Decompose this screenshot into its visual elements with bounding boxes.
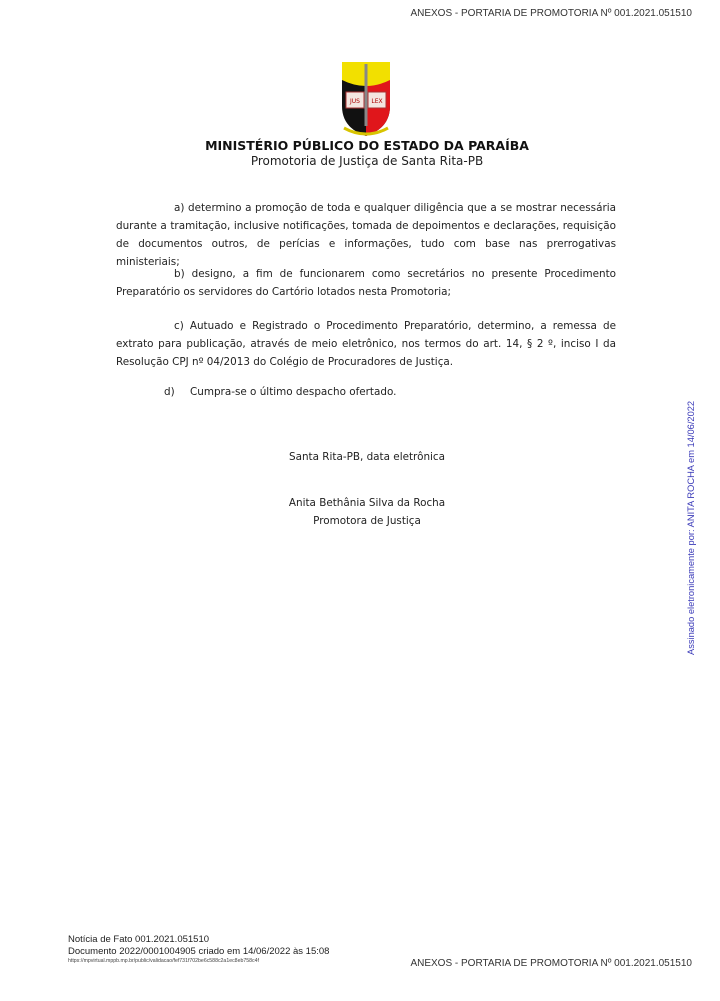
- item-d-text: Cumpra-se o último despacho ofertado.: [190, 386, 397, 398]
- item-d-marker: d): [164, 386, 175, 398]
- paragraph-a: [116, 199, 616, 271]
- footer-document-info: Documento 2022/0001004905 criado em 14/06/2022 às 15:08: [68, 945, 330, 957]
- footer-annex: ANEXOS - PORTARIA DE PROMOTORIA Nº 001.2021.051510: [410, 958, 692, 969]
- header-annex: ANEXOS - PORTARIA DE PROMOTORIA Nº 001.2021.051510: [410, 8, 692, 19]
- paragraph-a-text: a) determino a promoção de toda e qualquer diligência que a se mostrar necessária durante a tramitação, inclusive notificações, tomada de depoimentos e declarações, requisição de documentos outros, de perícias e informações, tudo com base nas prerrogativas ministeriais;: [116, 202, 616, 268]
- electronic-signature-stamp: Assinado eletronicamente por: ANITA ROCHA em 14/06/2022: [686, 400, 696, 655]
- signer-role: Promotora de Justiça: [313, 515, 421, 527]
- footer-validation-url[interactable]: https://mpvirtual.mppb.mp.br/public/validacao/fef731f702be6c588c2a1ec8eb758c4f: [68, 958, 259, 964]
- paragraph-c: [116, 317, 616, 371]
- institution-title: MINISTÉRIO PÚBLICO DO ESTADO DA PARAÍBA: [205, 138, 529, 153]
- footer-case-number: Notícia de Fato 001.2021.051510: [68, 934, 210, 945]
- signer-name: Anita Bethânia Silva da Rocha: [288, 497, 446, 509]
- svg-text:LEX: LEX: [371, 98, 383, 105]
- institution-subtitle: Promotoria de Justiça de Santa Rita-PB: [250, 154, 484, 168]
- svg-text:JUS: JUS: [350, 98, 360, 105]
- coat-of-arms-logo: [338, 58, 394, 138]
- paragraph-b: [116, 265, 616, 301]
- footer-info: [68, 934, 329, 966]
- paragraph-b-text: b) designo, a fim de funcionarem como secretários no presente Procedimento Preparatório os servidores do Cartório lotados nesta Promotoria;: [116, 268, 616, 298]
- paragraph-c-text: c) Autuado e Registrado o Procedimento Preparatório, determino, a remessa de extrato para publicação, através de meio eletrônico, nos termos do art. 14, § 2 º, inciso I da Resolução CPJ nº 04/2013 do Colégio de Procuradores de Justiça.: [116, 320, 616, 368]
- place-date: Santa Rita-PB, data eletrônica: [289, 451, 445, 463]
